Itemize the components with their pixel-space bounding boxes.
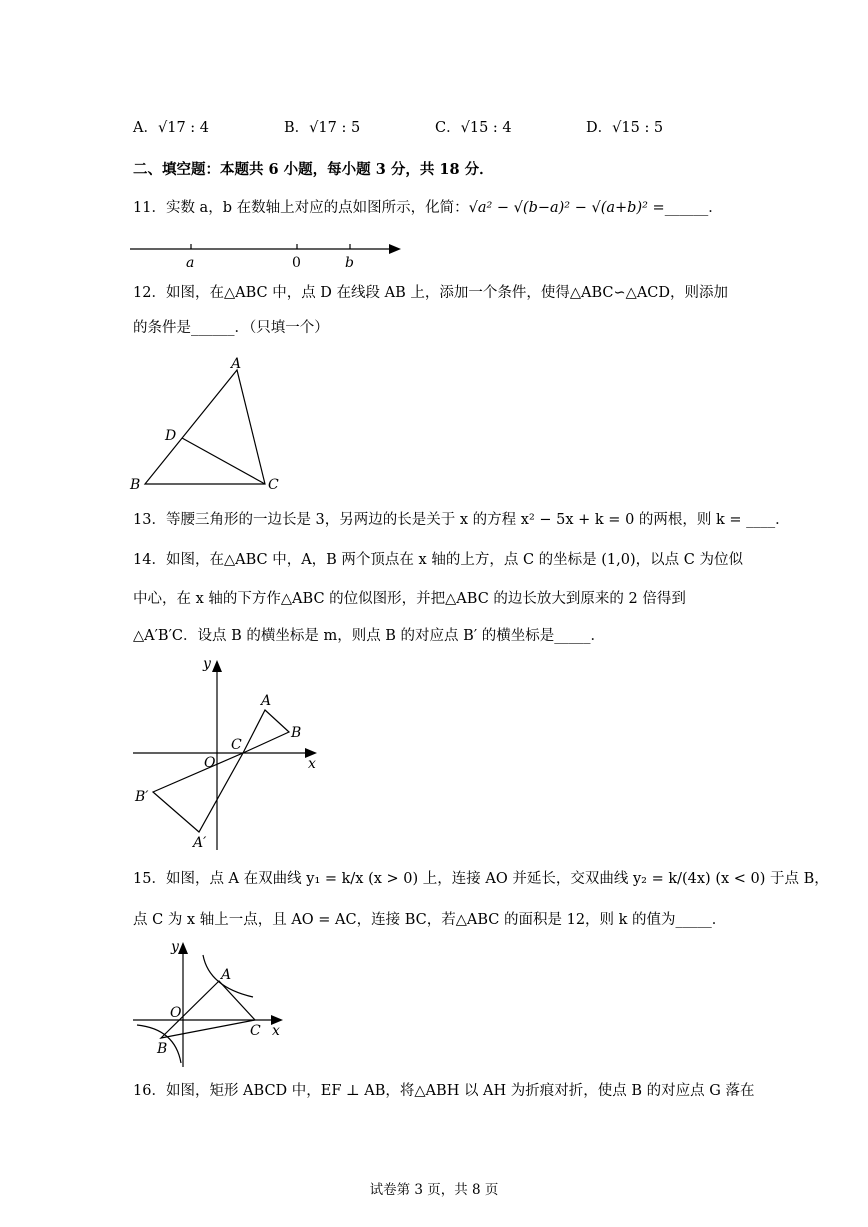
label-0: 0 [292,255,301,271]
option-d [586,118,663,138]
q13-line: 13．等腰三角形的一边长是 3，另两边的长是关于 x 的方程 x² − 5x + k = 0 的两根，则 k = ____． [133,512,790,528]
label-C: C [250,1023,261,1039]
q15-line1: 15．如图，点 A 在双曲线 y₁ = k/x (x > 0) 上，连接 AO 并延长，交双曲线 y₂ = k/(4x) (x < 0) 于点 B， [133,871,829,887]
q16-line: 16．如图，矩形 ABCD 中，EF ⊥ AB，将△ABH 以 AH 为折痕对折，使点 B 的对应点 G 落在 [133,1083,755,1099]
option-c [435,118,512,138]
y-axis-arrow-icon [178,942,188,954]
label-b: b [345,255,354,271]
q12-line1: 12．如图，在△ABC 中，点 D 在线段 AB 上，添加一个条件，使得△ABC∽△ACD，则添加 [133,285,729,301]
option-b-expr: √17 : 5 [309,120,361,136]
label-A: A [261,693,272,709]
triangle-abc [243,710,289,753]
segment-cd [182,438,265,484]
q11-blank: ______． [664,200,723,216]
option-b [284,118,360,138]
q11-text: 11．实数 a，b 在数轴上对应的点如图所示，化简： [133,200,469,216]
q12-line2: 的条件是______．（只填一个） [133,320,329,336]
option-a-expr: √17 : 4 [157,120,210,136]
q11-line [133,198,723,218]
triangle-abc-figure [125,352,295,497]
triangle-a-prime-b-prime-c [153,753,243,832]
label-B-prime: B′ [135,789,149,805]
option-a-letter: A． [133,120,158,136]
option-d-letter: D． [586,120,613,136]
label-A-prime: A′ [193,835,207,851]
label-B: B [157,1041,168,1057]
label-O: O [204,755,216,771]
q14-line1: 14．如图，在△ABC 中，A，B 两个顶点在 x 轴的上方，点 C 的坐标是 (1,0)，以点 C 为位似 [133,552,743,568]
label-B: B [130,477,141,493]
option-b-letter: B． [284,120,310,136]
label-a: a [186,255,195,271]
section-heading: 二、填空题：本题共 6 小题，每小题 3 分，共 18 分． [133,161,494,178]
q14-line3: △A′B′C．设点 B 的横坐标是 m，则点 B 的对应点 B′ 的横坐标是_____． [133,628,605,644]
q11-expr: √a² − √(b−a)² − √(a+b)² = [468,200,665,216]
option-d-expr: √15 : 5 [612,120,664,136]
option-c-letter: C． [435,120,461,136]
label-y: y [203,656,211,672]
hyperbola-figure [125,935,295,1070]
label-y: y [171,939,179,955]
label-x: x [308,756,316,772]
homothety-figure [125,650,325,855]
q14-line2: 中心，在 x 轴的下方作△ABC 的位似图形，并把△ABC 的边长放大到原来的 2 倍得到 [133,591,686,607]
option-a [133,118,209,138]
label-O: O [170,1005,182,1021]
q15-line2: 点 C 为 x 轴上一点，且 AO = AC，连接 BC，若△ABC 的面积是 12，则 k 的值为_____． [133,912,727,928]
label-D: D [165,428,177,444]
label-A: A [221,967,232,983]
y-axis-arrow-icon [212,660,222,672]
page-footer: 试卷第 3 页，共 8 页 [369,1182,499,1198]
label-x: x [272,1023,280,1039]
number-line-arrow-icon [389,244,401,254]
triangle-abc [145,370,265,484]
label-A: A [231,356,242,372]
label-B: B [291,725,302,741]
label-C: C [268,477,279,493]
label-C: C [231,737,242,753]
number-line-figure [125,235,410,273]
option-c-expr: √15 : 4 [460,120,512,136]
